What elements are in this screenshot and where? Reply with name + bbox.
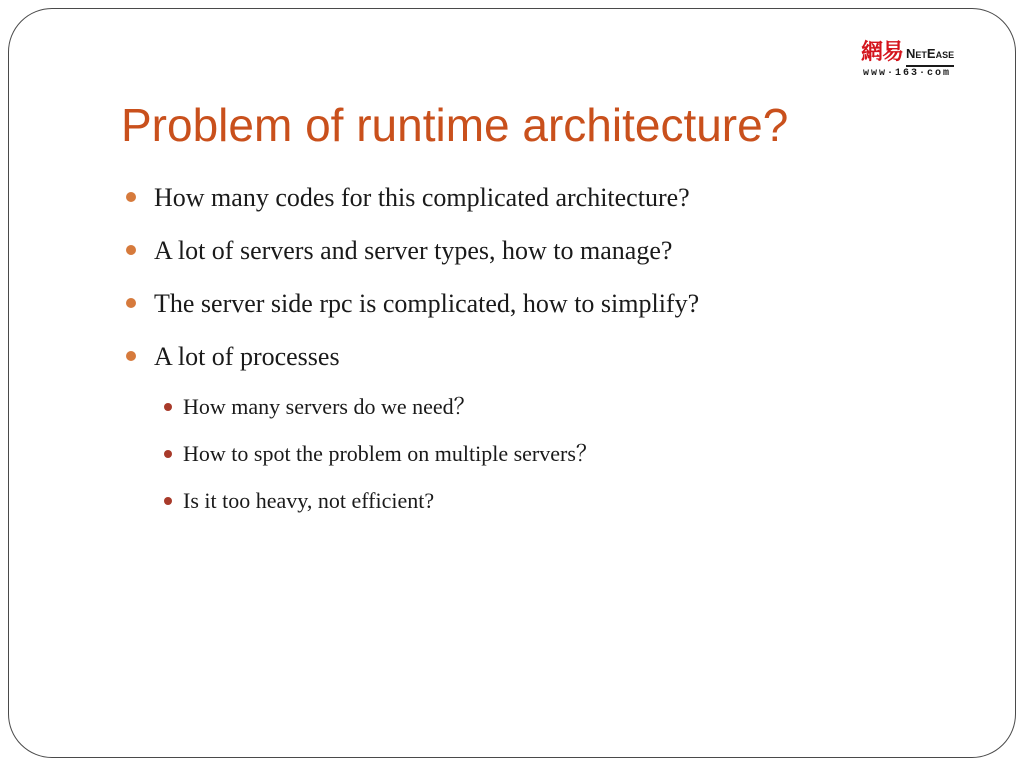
sub-bullet-group: [121, 383, 1001, 524]
sub-bullet-dot-icon: [164, 450, 172, 458]
bullet-text: A lot of servers and server types, how to manage?: [154, 236, 673, 265]
sub-bullet-text: Is it too heavy, not efficient?: [183, 488, 435, 513]
sub-bullet-dot-icon: [164, 403, 172, 411]
bullet-item: [121, 277, 1001, 330]
logo-chinese-text: 網易: [861, 40, 904, 65]
bullet-dot-icon: [126, 245, 136, 255]
sub-bullet-item: [121, 430, 1001, 477]
bullet-item: [121, 224, 1001, 277]
logo-url-text: www·163·com: [863, 68, 952, 79]
bullet-list: [121, 171, 1001, 524]
slide-title: Problem of runtime architecture?: [121, 99, 789, 151]
bullet-item: [121, 330, 1001, 383]
sub-bullet-item: [121, 477, 1001, 524]
logo-wordmark: [861, 39, 954, 67]
bullet-text: A lot of processes: [154, 342, 340, 371]
sub-bullet-list: [121, 383, 1001, 524]
logo-brand-text: NetEase: [906, 43, 954, 67]
bullet-dot-icon: [126, 192, 136, 202]
sub-bullet-text: How to spot the problem on multiple servers？: [183, 441, 598, 466]
sub-bullet-dot-icon: [164, 497, 172, 505]
bullet-text: The server side rpc is complicated, how to simplify?: [154, 289, 700, 318]
sub-bullet-item: [121, 383, 1001, 430]
bullet-text: How many codes for this complicated architecture?: [154, 183, 690, 212]
sub-bullet-text: How many servers do we need？: [183, 394, 476, 419]
netease-logo: [861, 39, 987, 83]
bullet-dot-icon: [126, 298, 136, 308]
bullet-item: [121, 171, 1001, 224]
slide-frame: [8, 8, 1016, 758]
bullet-dot-icon: [126, 351, 136, 361]
